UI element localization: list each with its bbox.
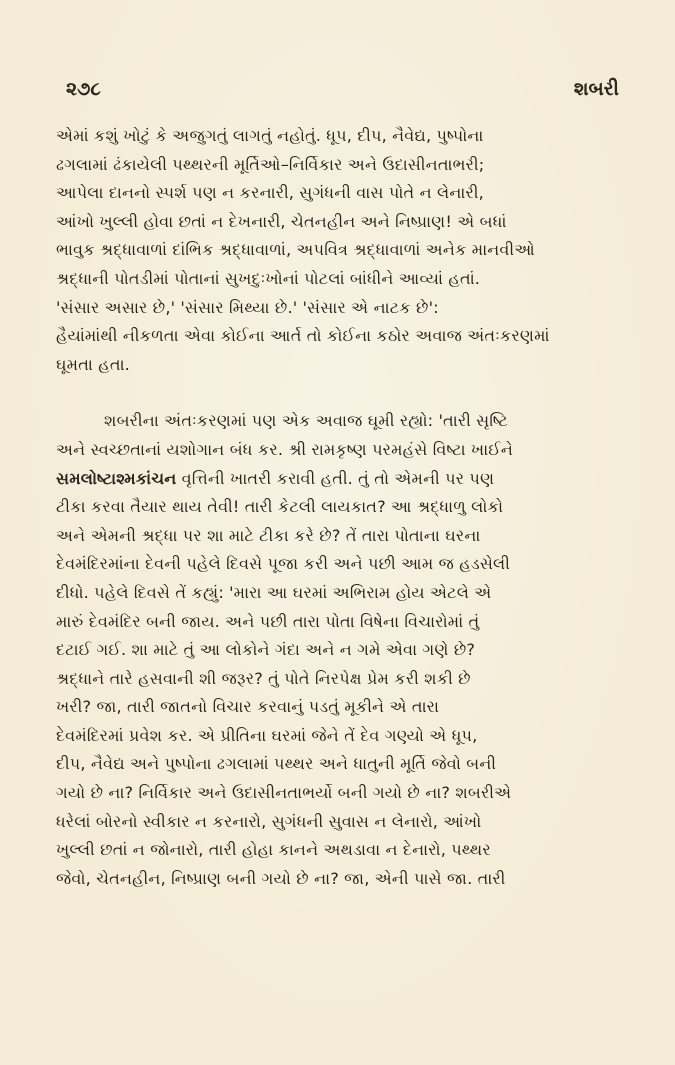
text-line: શ્રદ્ધાને તારે હસવાની શી જરૂર? તું પોતે નિરપેક્ષ પ્રેમ કરી શકી છે — [56, 668, 471, 688]
text-line: ઘૂમતા હતા. — [56, 354, 130, 374]
text-line: મારું દેવમંદિર બની જાય. અને પછી તારા પોતા વિષેના વિચારોમાં તું — [56, 611, 480, 631]
text-line: શબરીના અંતઃકરણમાં પણ એક અવાજ ઘૂમી રહ્યો: 'તારી સૃષ્ટિ — [104, 411, 509, 431]
text-line: એમાં કશું ખોટું કે અજુગતું લાગતું નહોતું. ધૂપ, દીપ, નૈવેદ્ય, પુષ્પોના — [56, 126, 484, 145]
paragraph-1 — [56, 122, 627, 379]
text-line: ટીકા કરવા તૈયાર થાય તેવી! તારી કેટલી લાયકાત? આ શ્રદ્ધાળુ લોકો — [56, 497, 504, 517]
text-line: ભાવુક શ્રદ્ધાવાળાં દાંભિક શ્રદ્ધાવાળાં, અપવિત્ર શ્રદ્ધાવાળાં અનેક માનવીઓ — [56, 240, 535, 260]
text-line: અને સ્વચ્છતાનાં યશોગાન બંધ કર. શ્રી રામકૃષ્ણ પરમહંસે વિષ્ટા ખાઈને — [56, 439, 514, 459]
running-head — [56, 78, 627, 122]
text-line: દીધો. પહેલે દિવસે તેં કહ્યું: 'મારા આ ઘરમાં અભિરામ હોય એટલે એ — [56, 582, 492, 602]
sanskrit-term: સમલોષ્ટાશ્મકાંચન — [56, 468, 177, 488]
text-line: આપેલા દાનનો સ્પર્શ પણ ન કરનારી, સુગંધની વાસ પોતે ન લેનારી, — [56, 183, 484, 203]
text-line: આંખો ખુલ્લી હોવા છતાં ન દેખનારી, ચેતનહીન અને નિષ્પ્રાણ! એ બધાં — [56, 211, 507, 231]
text-line: જેવો, ચેતનહીન, નિષ્પ્રાણ બની ગયો છે ના? જા, એની પાસે જા. તારી — [56, 868, 506, 888]
running-title: શબરી — [573, 78, 619, 100]
text-line: ખુલ્લી છતાં ન જોનારો, તારી હોહા કાનને અથડાવા ન દેનારો, પથ્થર — [56, 840, 491, 860]
text-line: દીપ, નૈવેદ્ય અને પુષ્પોના ઢગલામાં પથ્થર અને ધાતુની મૂર્તિ જેવો બની — [56, 754, 497, 774]
text-line: દેવમંદિરમાંના દેવની પહેલે દિવસે પૂજા કરી અને પછી આમ જ હડસેલી — [56, 554, 511, 574]
text-line: હૈયાંમાંથી નીકળતા એવા કોઈના આર્ત તો કોઈના કઠોર અવાજ અંતઃકરણમાં — [56, 326, 550, 346]
text-line — [56, 465, 627, 494]
text-line: ખરી? જા, તારી જાતનો વિચાર કરવાનું પડતું મૂકીને એ તારા — [56, 697, 440, 717]
line-rest: વૃત્તિની ખાતરી કરાવી હતી. તું તો એમની પર પણ — [176, 468, 495, 488]
text-line: ધરેલાં બોરનો સ્વીકાર ન કરનારો, સુગંધની સુવાસ ન લેનારો, આંખો — [56, 811, 482, 831]
page-number: ૨૭૮ — [66, 78, 101, 100]
text-line: ઢગલામાં ઢંકાયેલી પથ્થરની મૂર્તિઓ–નિર્વિકાર અને ઉદાસીનતાભરી; — [56, 154, 485, 174]
text-line: શ્રદ્ધાની પોતડીમાં પોતાનાં સુખદુઃખોનાં પોટલાં બાંધીને આવ્યાં હતાં. — [56, 268, 481, 288]
text-line: દેવમંદિરમાં પ્રવેશ કર. એ પ્રીતિના ઘરમાં જેને તેં દેવ ગણ્યો એ ધૂપ, — [56, 725, 478, 745]
text-line: દટાઈ ગઈ. શા માટે તું આ લોકોને ગંદા અને ન ગમે એવા ગણે છે? — [56, 640, 476, 660]
text-line: ગયો છે ના? નિર્વિકાર અને ઉદાસીનતાભર્યો બની ગયો છે ના? શબરીએ — [56, 783, 512, 803]
paragraph-2 — [56, 407, 627, 893]
body-text — [56, 122, 627, 893]
text-line: અને એમની શ્રદ્ધા પર શા માટે ટીકા કરે છે? તેં તારા પોતાના ઘરના — [56, 525, 481, 545]
text-line: 'સંસાર અસાર છે,' 'સંસાર મિથ્યા છે.' 'સંસાર એ નાટક છે': — [56, 297, 439, 317]
